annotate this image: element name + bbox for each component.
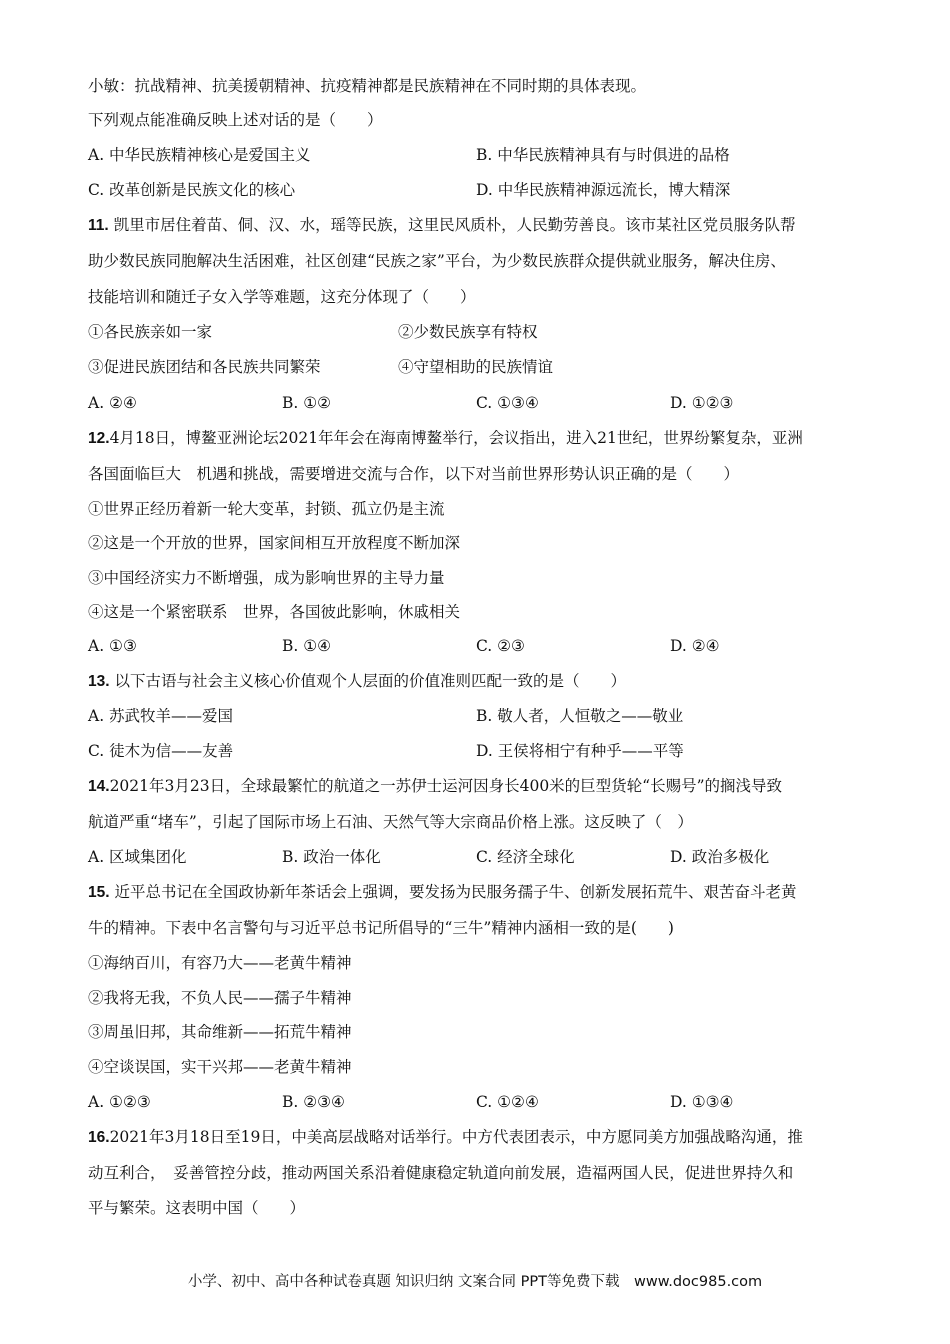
option-c: C. 改革创新是民族文化的核心 bbox=[88, 181, 296, 199]
option-d: D. 王侯将相宁有种乎——平等 bbox=[476, 742, 684, 760]
option-a: A. 区域集团化 bbox=[88, 848, 187, 866]
option-c: C. 经济全球化 bbox=[476, 848, 575, 866]
question-15-line-2: 牛的精神。下表中名言警句与习近平总书记所倡导的“三牛”精神内涵相一致的是( ) bbox=[88, 919, 674, 937]
question-14-line-2: 航道严重“堵车”，引起了国际市场上石油、天然气等大宗商品价格上涨。这反映了（ ） bbox=[88, 813, 693, 831]
option-b: B. ①④ bbox=[282, 637, 332, 655]
question-text: 近平总书记在全国政协新年茶话会上强调，要发扬为民服务孺子牛、创新发展拓荒牛、艰苦奋斗老黄 bbox=[114, 883, 797, 901]
option-b: B. ①② bbox=[282, 394, 332, 412]
question-15-line-1 bbox=[88, 882, 797, 903]
paragraph-line: 小敏：抗战精神、抗美援朝精神、抗疫精神都是民族精神在不同时期的具体表现。 bbox=[88, 77, 647, 95]
statement-4: ④守望相助的民族情谊 bbox=[398, 358, 554, 376]
option-a: A. ②④ bbox=[88, 394, 137, 412]
option-d: D. ②④ bbox=[670, 637, 720, 655]
statement-2: ②少数民族享有特权 bbox=[398, 323, 538, 341]
option-b: B. ②③④ bbox=[282, 1093, 345, 1111]
question-16-line-1 bbox=[88, 1127, 803, 1148]
question-12-line-2: 各国面临巨大 机遇和挑战，需要增进交流与合作，以下对当前世界形势认识正确的是（ ） bbox=[88, 465, 740, 483]
question-11-line-2: 助少数民族同胞解决生活困难，社区创建“民族之家”平台，为少数民族群众提供就业服务，解决住房、 bbox=[88, 252, 786, 270]
question-text: 4月18日，博鳌亚洲论坛2021年年会在海南博鳌举行，会议指出，进入21世纪，世界纷繁复杂，亚洲 bbox=[109, 429, 803, 447]
question-11-line-1 bbox=[88, 215, 796, 236]
question-16-line-3: 平与繁荣。这表明中国（ ） bbox=[88, 1199, 306, 1217]
statement-4: ④空谈误国，实干兴邦——老黄牛精神 bbox=[88, 1058, 352, 1076]
question-number: 15. bbox=[88, 884, 110, 901]
option-c: C. ②③ bbox=[476, 637, 525, 655]
option-d: D. ①③④ bbox=[670, 1093, 734, 1111]
question-number: 13. bbox=[88, 673, 110, 690]
option-a: A. 中华民族精神核心是爱国主义 bbox=[88, 146, 311, 164]
question-number: 16. bbox=[88, 1129, 110, 1146]
statement-2: ②我将无我，不负人民——孺子牛精神 bbox=[88, 989, 352, 1007]
question-14-line-1 bbox=[88, 776, 782, 797]
option-d: D. ①②③ bbox=[670, 394, 734, 412]
statement-1: ①海纳百川，有容乃大——老黄牛精神 bbox=[88, 954, 352, 972]
question-text: 凯里市居住着苗、侗、汉、水，瑶等民族，这里民风质朴，人民勤劳善良。该市某社区党员服务队帮 bbox=[113, 216, 796, 234]
question-text: 以下古语与社会主义核心价值观个人层面的价值准则匹配一致的是（ ） bbox=[114, 672, 627, 690]
option-c: C. ①③④ bbox=[476, 394, 539, 412]
option-c: C. ①②④ bbox=[476, 1093, 539, 1111]
option-a: A. ①②③ bbox=[88, 1093, 151, 1111]
option-b: B. 中华民族精神具有与时俱进的品格 bbox=[476, 146, 730, 164]
question-number: 11. bbox=[88, 217, 109, 234]
option-a: A. ①③ bbox=[88, 637, 137, 655]
question-stem: 下列观点能准确反映上述对话的是（ ） bbox=[88, 111, 383, 129]
statement-3: ③中国经济实力不断增强，成为影响世界的主导力量 bbox=[88, 569, 445, 587]
page-footer: 小学、初中、高中各种试卷真题 知识归纳 文案合同 PPT等免费下载 www.doc985.com bbox=[187, 1274, 763, 1290]
option-b: B. 敬人者，人恒敬之——敬业 bbox=[476, 707, 684, 725]
statement-1: ①各民族亲如一家 bbox=[88, 323, 213, 341]
question-11-line-3: 技能培训和随迁子女入学等难题，这充分体现了（ ） bbox=[88, 288, 476, 306]
statement-3: ③促进民族团结和各民族共同繁荣 bbox=[88, 358, 321, 376]
statement-1: ①世界正经历着新一轮大变革，封锁、孤立仍是主流 bbox=[88, 500, 445, 518]
statement-2: ②这是一个开放的世界，国家间相互开放程度不断加深 bbox=[88, 534, 461, 552]
option-a: A. 苏武牧羊——爱国 bbox=[88, 707, 234, 725]
question-12-line-1 bbox=[88, 428, 803, 449]
option-d: D. 政治多极化 bbox=[670, 848, 770, 866]
option-b: B. 政治一体化 bbox=[282, 848, 381, 866]
statement-3: ③周虽旧邦，其命维新——拓荒牛精神 bbox=[88, 1023, 352, 1041]
question-text: 2021年3月23日，全球最繁忙的航道之一苏伊士运河因身长400米的巨型货轮“长赐号”的搁浅导致 bbox=[109, 777, 783, 795]
question-16-line-2: 动互利合， 妥善管控分歧，推动两国关系沿着健康稳定轨道向前发展，造福两国人民，促进世界持久和 bbox=[88, 1164, 794, 1182]
question-13-line-1 bbox=[88, 671, 626, 692]
question-text: 2021年3月18日至19日，中美高层战略对话举行。中方代表团表示，中方愿同美方加强战略沟通，推 bbox=[109, 1128, 803, 1146]
option-c: C. 徒木为信——友善 bbox=[88, 742, 234, 760]
statement-4: ④这是一个紧密联系 世界，各国彼此影响，休戚相关 bbox=[88, 603, 461, 621]
question-number: 12. bbox=[88, 430, 110, 447]
option-d: D. 中华民族精神源远流长，博大精深 bbox=[476, 181, 731, 199]
question-number: 14. bbox=[88, 778, 110, 795]
